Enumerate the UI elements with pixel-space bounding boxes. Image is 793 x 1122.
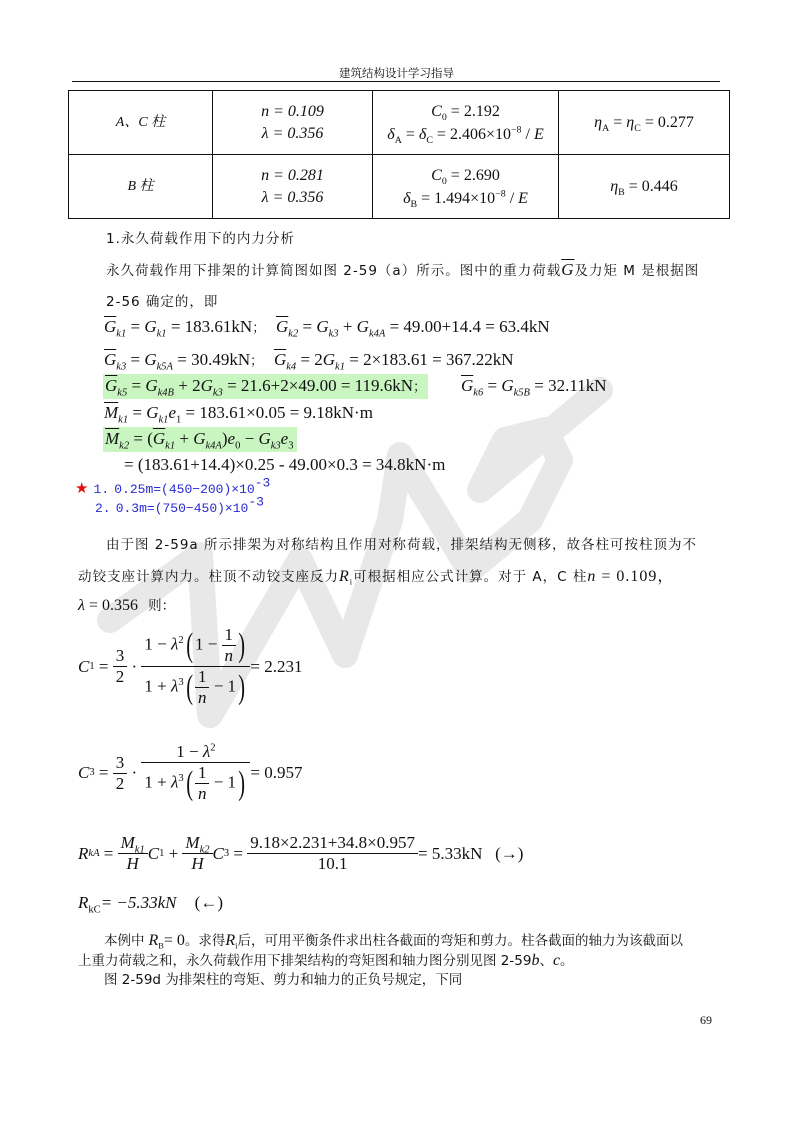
equation-mk2-result: = (183.61+14.4)×0.25 - 49.00×0.3 = 34.8kN·m [124,455,446,474]
n-lambda-cell: n = 0.109 λ = 0.356 [213,91,373,155]
left-arrow-direction: (←) [194,893,223,912]
page-number: 69 [700,1013,712,1027]
rka-numerator: 9.18×2.231+34.8×0.957 [247,833,418,854]
separator: 、 [539,953,553,969]
note-exponent: -3 [254,475,271,491]
paragraph-2-line1: 由于图 2-59a 所示排架为对称结构且作用对称荷载，排架结构无侧移，故各柱可按柱顶为不 [106,537,697,553]
formula-rkc: $R_{kC}= -5.33kN$ (←) [78,893,223,916]
note-exponent: -3 [248,494,264,510]
note-text: 0.3m=(750−450)×10 [115,501,249,516]
eta-cell: $\eta_A = \eta_C = 0.277$ [559,91,730,155]
paragraph-text: 本例中 [104,933,145,949]
note-index: 2. [95,501,111,516]
n-lambda-cell: n = 0.281 λ = 0.356 [213,155,373,219]
star-icon: ★ [75,479,89,497]
intro-text: 及力矩 M 是根据图 [574,263,700,279]
paragraph-text: 后，可用平衡条件求出柱各截面的弯矩和剪力。柱各截面的轴力为该截面以 [237,933,683,949]
formula-c1: C 1 = $\frac{3}{2}$ · $1 - \lambda^2$( 1 − $\frac{1}{n}$ ) $1 + \lambda^3$( $\frac{1}{n}$ − 1) = 2.231 [78,625,303,707]
rka-result: = 5.33kN [418,843,483,863]
paragraph-2-line3: λ = 0.356 则： [78,597,176,614]
column-label-cell: A、C 柱 [69,91,213,155]
column-parameter-table [68,90,730,219]
paragraph-text: 上重力荷载之和，永久荷载作用下排架结构的弯矩图和轴力图分别见图 2-59 [78,953,532,969]
intro-text: 永久荷载作用下排架的计算简图如图 2-59（a）所示。图中的重力荷载 [106,263,562,279]
c1-result: = 2.231 [250,656,303,676]
period: 。 [560,953,574,969]
section-heading: 1.永久荷载作用下的内力分析 [106,231,295,247]
table-row [69,155,730,219]
running-header: 建筑结构设计学习指导 [339,66,454,80]
header-rule [72,81,720,82]
intro-paragraph-line2: 2-56 确定的，即 [106,294,219,310]
paragraph-3-line2 [78,949,574,970]
note-index: 1. [93,482,110,497]
paragraph-text: 可根据相应公式计算。对于 A，C 柱 [353,569,588,585]
formula-rka: R kA = $\frac{M_{k1}}{H}$ C 1 + $\frac{M_{k2}}{H}$ C 3 = $\frac{9.18\times 2.231+34.8\times 0.957}{10.1}$ = 5.33kN (→) [78,833,524,873]
paragraph-3-line1: 本例中 $R_B= 0$。求得$R_i$后，可用平衡条件求出柱各截面的弯矩和剪力。柱各截面的轴力为该截面以 [104,932,683,951]
equation-mk1: $\overline{M}_{k1} = G_{k1}e_1 = 183.61\times 0.05 = 9.18kN\cdot m$ [104,403,373,426]
paragraph-text: 则： [148,598,176,614]
figure-ref-b: b [531,952,540,969]
intro-paragraph-line1 [106,259,699,280]
table-row [69,91,730,155]
annotation-note-2 [95,494,264,516]
c3-result: = 0.957 [250,763,303,782]
rb-value: = 0 [163,932,185,949]
rkc-value: = −5.33kN [100,893,177,912]
eta-cell: $\eta_B = 0.446$ [559,155,730,219]
paragraph-2-line2: 动铰支座计算内力。柱顶不动铰支座反力$R_i$可根据相应公式计算。对于 A，C 柱n = 0.109， [78,568,675,587]
equation-gk3-gk4: $\overline{G}_{k3} = G_{k5A} = 30.49kN$； $\overline{G}_{k4} = 2G_{k1} = 2\times 183.61 = 367.22kN$ [104,350,514,373]
equation-gk5-highlighted: $\overline{G}_{k5} = G_{k4B} + 2G_{k3} = 21.6+2\times 49.00 = 119.6kN$； [105,376,427,399]
c0-delta-cell: $C_0 = 2.192$ $\delta_A = \delta_C = 2.406\times 10^{-8} / E$ [373,91,559,155]
paragraph-text: 动铰支座计算内力。柱顶不动铰支座反力 [78,569,339,585]
note-text: 0.25m=(450−200)×10 [114,482,255,497]
annotation-note-1 [75,475,271,497]
c0-delta-cell: $C_0 = 2.690$ $\delta_B = 1.494\times 10^{-8} / E$ [373,155,559,219]
column-label-cell: B 柱 [69,155,213,219]
g-bar-symbol: $\overline{G}$ [561,260,575,279]
formula-c3: C 3 = $\frac{3}{2}$ · $1 - \lambda^2$ $1 + \lambda^3$( $\frac{1}{n}$ − 1) = 0.957 [78,742,303,803]
paragraph-3-line3: 图 2-59d 为排架柱的弯矩、剪力和轴力的正负号规定，下同 [104,972,463,988]
equation-mk2-highlighted: $\overline{M}_{k2} = (\overline{G}_{k1} + G_{k4A})e_0 - G_{k3}e_3$ [103,427,297,452]
equation-gk1-gk2: $\overline{G}_{k1} = G_{k1} = 183.61kN$； $\overline{G}_{k2} = G_{k3} + G_{k4A} = 49.00+14.4 = 63.4kN$ [104,317,550,340]
right-arrow-direction: (→) [495,843,524,863]
figure-ref-c: c [552,952,561,969]
rka-denominator: 10.1 [317,854,348,873]
equation-gk6: $\overline{G}_{k6} = G_{k5B} = 32.11kN$ [461,376,607,399]
paragraph-text: 。求得 [184,933,226,949]
